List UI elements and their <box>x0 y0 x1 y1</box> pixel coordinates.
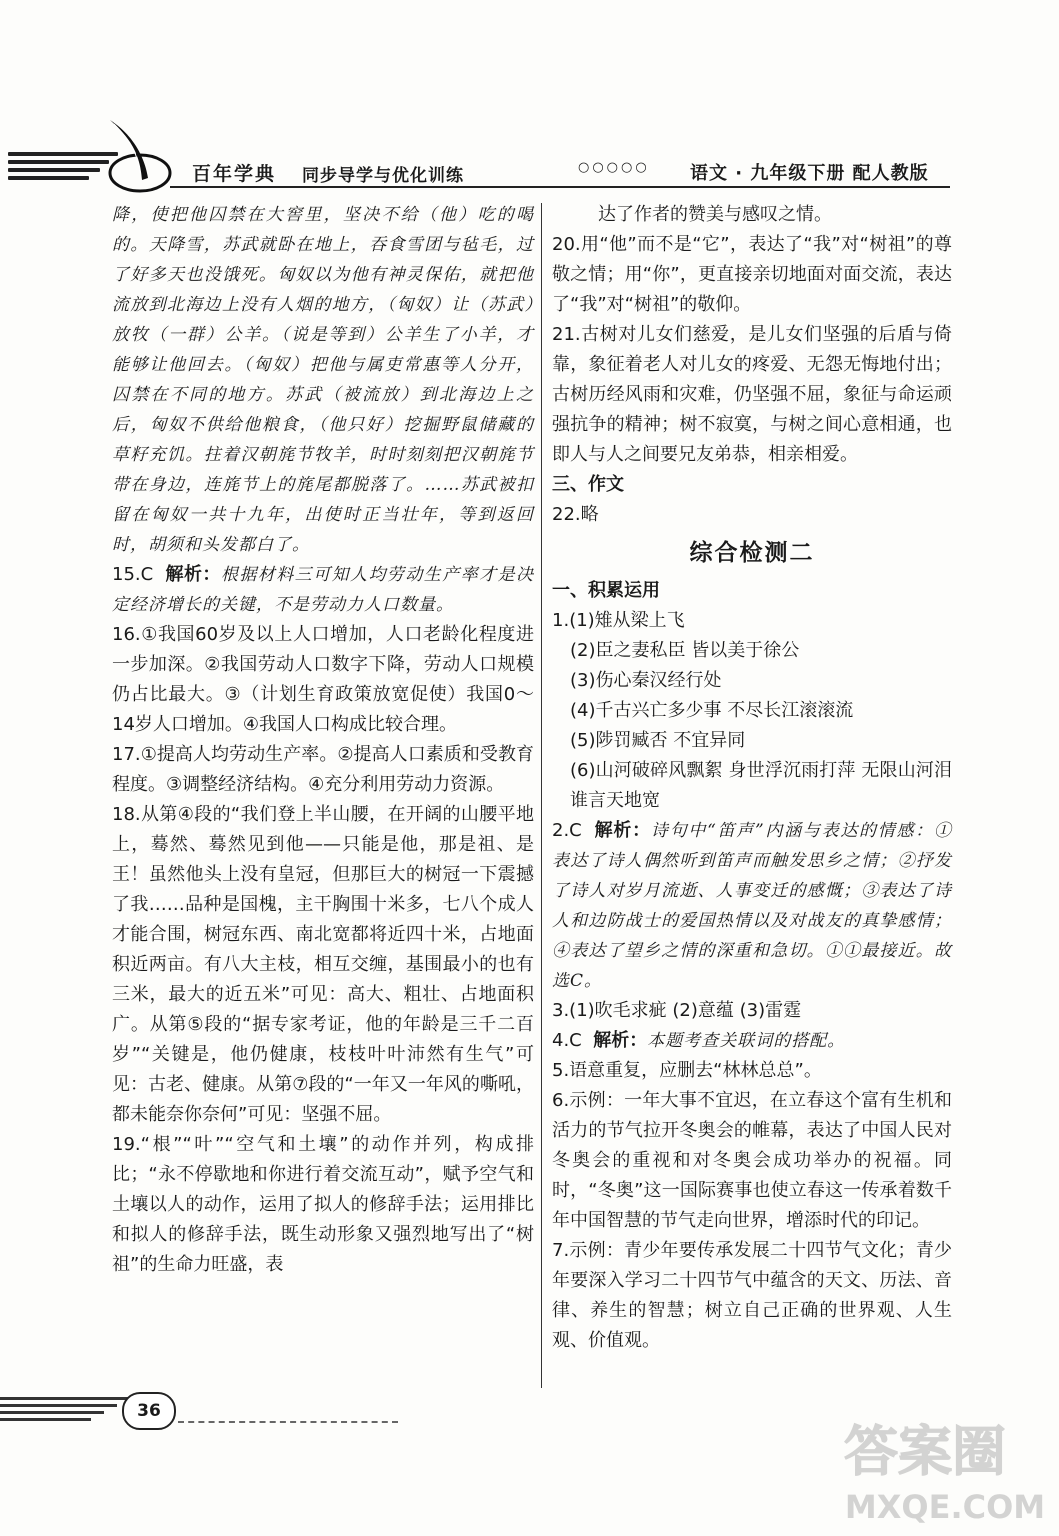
answer-1-item-3: (3)伤心秦汉经行处 <box>570 670 722 691</box>
answer-1 <box>552 606 952 816</box>
answer-number: 16. <box>112 624 141 645</box>
footer-dashed-rule <box>178 1421 398 1423</box>
answer-text: 诗句中“笛声”内涵与表达的情感：①表达了诗人偶然听到笛声而触发思乡之情；②抒发了诗人对岁月流逝、人事变迁的感慨；③表达了诗人和边防战士的爱国热情以及对战友的真挚感情；④表达了望乡之情的深重和急切。①①最接近。故选C。 <box>552 821 952 991</box>
answer-text: 示例：青少年要传承发展二十四节气文化；青少年要深入学习二十四节气中蕴含的天文、历法、音律、养生的智慧；树立自己正确的世界观、人生观、价值观。 <box>552 1240 952 1351</box>
answer-7 <box>552 1236 952 1356</box>
answer-6 <box>552 1086 952 1236</box>
answer-number: 18. <box>112 804 141 825</box>
answer-number: 20. <box>552 234 581 255</box>
page-number: 36 <box>122 1392 176 1430</box>
answer-text: 根据材料三可知人均劳动生产率才是决定经济增长的关键，不是劳动力人口数量。 <box>112 565 535 615</box>
answer-2 <box>552 816 952 996</box>
answer-text: 示例：一年大事不宜迟，在立春这个富有生机和活力的节气拉开冬奥会的帷幕，表达了中国人民对冬奥会的重视和对冬奥会成功举办的祝福。同时，“冬奥”这一国际赛事也使立春这一传承着数千年中国智慧的节气走向世界，增添时代的印记。 <box>552 1090 952 1231</box>
answer-number: 1. <box>552 610 570 631</box>
answer-18 <box>112 800 534 1130</box>
answer-number: 4.C <box>552 1030 582 1051</box>
header-dots: ○○○○○ <box>578 160 650 175</box>
left-column <box>112 200 534 1280</box>
answer-number: 17. <box>112 744 141 765</box>
answer-15 <box>112 560 534 620</box>
test-title: 综合检测二 <box>689 540 815 566</box>
header-rule <box>170 186 950 188</box>
section-heading-writing: 三、作文 <box>552 474 624 495</box>
answer-1-item-2: (2)臣之妻私臣 皆以美于徐公 <box>570 640 800 661</box>
answer-19 <box>112 1130 534 1280</box>
answer-1-item-4: (4)千古兴亡多少事 不尽长江滚滚流 <box>570 700 854 721</box>
answer-number: 2.C <box>552 820 582 841</box>
answer-number: 19. <box>112 1134 141 1155</box>
answer-number: 15.C <box>112 564 154 585</box>
analysis-label: 解析： <box>165 564 221 585</box>
answer-1-item-5: (5)陟罚臧否 不宜异同 <box>570 730 746 751</box>
translation-continued: 降，使把他囚禁在大窖里，坚决不给（他）吃的喝的。天降雪，苏武就卧在地上，吞食雪团与毡毛，过了好多天也没饿死。匈奴以为他有神灵保佑，就把他流放到北海边上没有人烟的地方，（匈奴）让（苏武）放牧（一群）公羊。（说是等到）公羊生了小羊，才能够让他回去。（匈奴）把他与属吏常惠等人分开，囚禁在不同的地方。苏武（被流放）到北海边上之后，匈奴不供给他粮食，（他只好）挖掘野鼠储藏的草籽充饥。拄着汉朝旄节牧羊，时时刻刻把汉朝旄节带在身边，连旄节上的旄尾都脱落了。……苏武被扣留在匈奴一共十九年，出使时正当壮年，等到返回时，胡须和头发都白了。 <box>112 205 534 555</box>
answer-17 <box>112 740 534 800</box>
answer-text: 用“他”而不是“它”，表达了“我”对“树祖”的尊敬之情；用“你”，更直接亲切地面对面交流，表达了“我”对“树祖”的敬仰。 <box>552 234 952 315</box>
quill-pen-icon <box>100 118 190 193</box>
analysis-label: 解析： <box>594 820 651 841</box>
book-title: 百年学典 <box>192 163 277 185</box>
footer-decoration-bars <box>0 1397 130 1427</box>
answer-text: 从第④段的“我们登上半山腰，在开阔的山腰平地上，蓦然、蓦然见到他——只能是他，那是祖、是王！虽然他头上没有皇冠，但那巨大的树冠一下震撼了我……品种是国槐，主干胸围十米多，七八个成人才能合围，树冠东西、南北宽都将近四十米，占地面积近两亩。有八大主枝，相互交缠，基围最小的也有三米，最大的近五米”可见：高大、粗壮、占地面积广。从第⑤段的“据专家考证，他的年龄是三千二百岁”“关键是，他仍健康，枝枝叶叶沛然有生气”可见：古老、健康。从第⑦段的“一年又一年风的嘶吼，都未能奈你奈何”可见：坚强不屈。 <box>112 804 534 1125</box>
section-heading-accumulation: 一、积累运用 <box>552 580 660 601</box>
column-divider <box>541 203 542 1388</box>
answer-3: 3.(1)吹毛求疵 (2)意蕴 (3)雷霆 <box>552 1000 802 1021</box>
answer-text: ①提高人均劳动生产率。②提高人口素质和受教育程度。③调整经济结构。④充分利用劳动力资源。 <box>112 744 534 795</box>
answer-text: 古树对儿女们慈爱，是儿女们坚强的后盾与倚靠，象征着老人对儿女的疼爱、无怨无悔地付出；古树历经风雨和灾难，仍坚强不屈，象征与命运顽强抗争的精神；树不寂寞，与树之间心意相通，也即人与人之间要兄友弟恭，相亲相爱。 <box>552 324 952 465</box>
watermark-logo <box>800 1400 1055 1530</box>
answer-22: 22.略 <box>552 504 599 525</box>
analysis-label: 解析： <box>593 1030 648 1051</box>
answer-1-item-1: 1.(1)雉从梁上飞 <box>552 610 685 631</box>
subject-label: 语文 · 九年级下册 配人教版 <box>690 163 929 184</box>
watermark-text: 答案圈 <box>844 1420 1006 1483</box>
answer-number: 7. <box>552 1240 570 1261</box>
answer-1-item-6: (6)山河破碎风飘絮 身世浮沉雨打萍 无限山河泪 谁言天地宽 <box>570 760 952 811</box>
watermark-url: MXQE.COM <box>844 1488 1046 1526</box>
right-column <box>552 200 952 1356</box>
answer-text: “根”“叶”“空气和土壤”的动作并列，构成排比；“永不停歇地和你进行着交流互动”，赋予空气和土壤以人的动作，运用了拟人的修辞手法；运用排比和拟人的修辞手法，既生动形象又强烈地写出了“树祖”的生命力旺盛，表 <box>112 1134 534 1275</box>
answer-16 <box>112 620 534 740</box>
answer-text: ①我国60岁及以上人口增加，人口老龄化程度进一步加深。②我国劳动人口数字下降，劳动人口规模仍占比最大。③（计划生育政策放宽促使）我国0～14岁人口增加。④我国人口构成比较合理。 <box>112 624 534 735</box>
book-subtitle: 同步导学与优化训练 <box>302 166 464 186</box>
answer-5: 5.语意重复，应删去“林林总总”。 <box>552 1060 822 1081</box>
answer-4 <box>552 1026 952 1056</box>
answer-number: 21. <box>552 324 581 345</box>
answer-text: 本题考查关联词的搭配。 <box>647 1031 846 1051</box>
answer-20 <box>552 230 952 320</box>
answer-21 <box>552 320 952 470</box>
answer-number: 6. <box>552 1090 570 1111</box>
answer-19-continued: 达了作者的赞美与感叹之情。 <box>598 204 832 225</box>
